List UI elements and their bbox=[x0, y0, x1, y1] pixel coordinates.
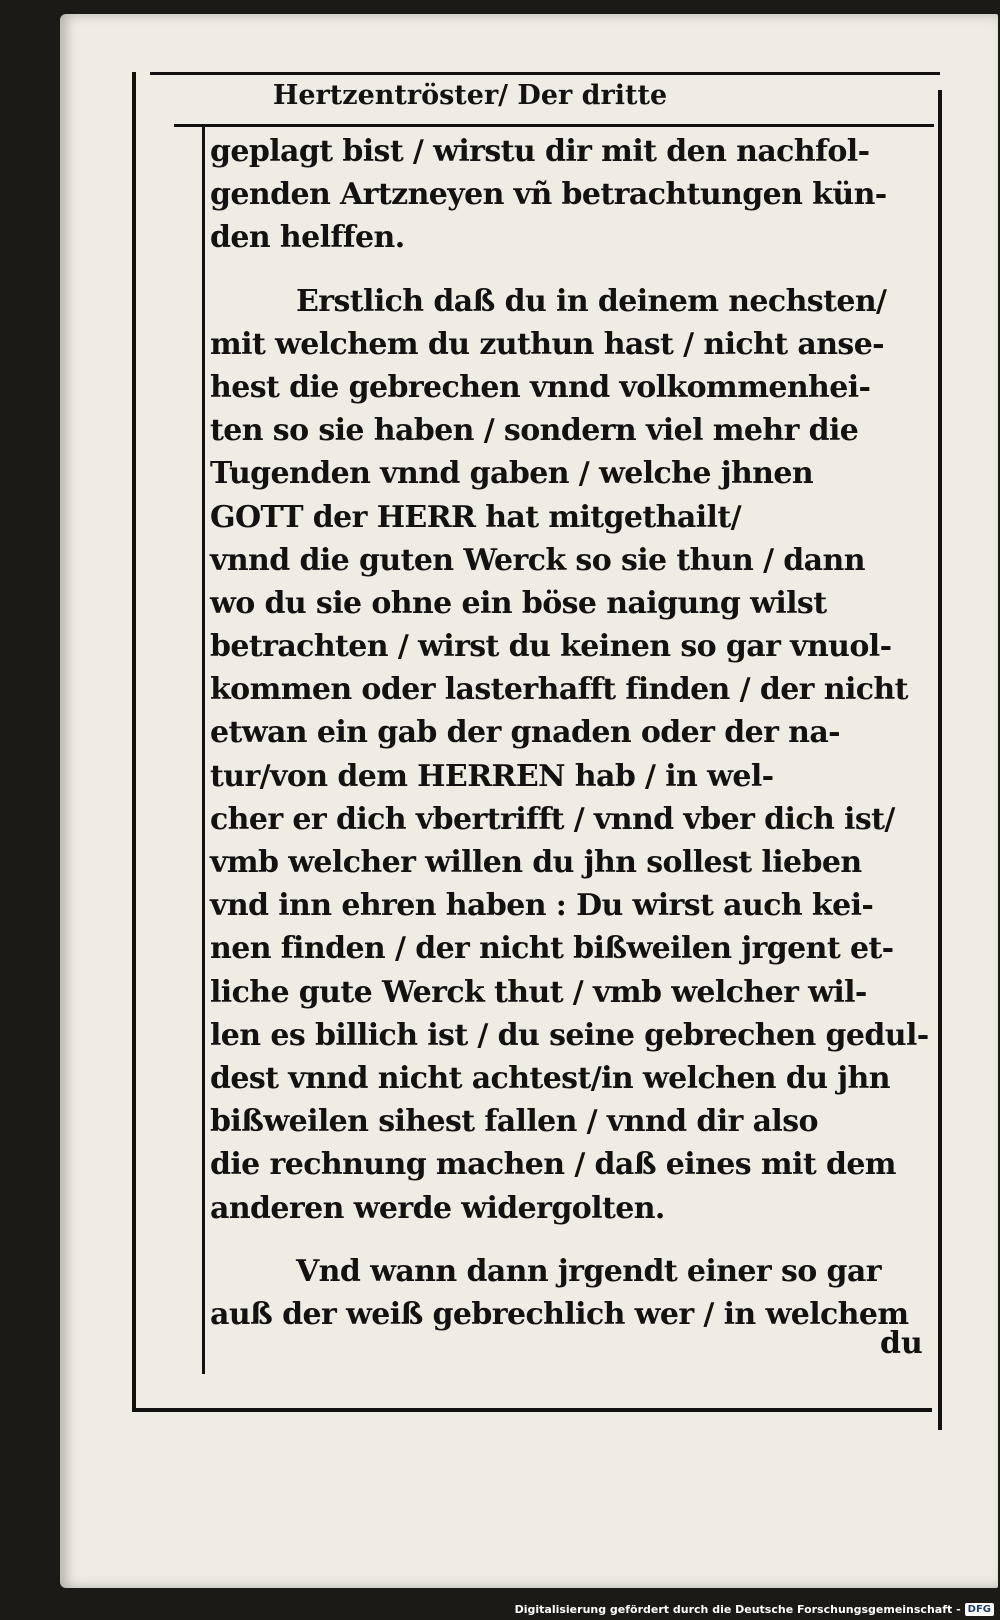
paragraph-start-line: Erstlich daß du in deinem nechsten/ bbox=[296, 283, 887, 319]
text-line: hest die gebrechen vnnd volkommenhei- bbox=[210, 369, 871, 405]
text-line: vnd inn ehren haben : Du wirst auch kei- bbox=[210, 888, 874, 924]
text-line: anderen werde widergolten. bbox=[210, 1190, 665, 1226]
catchword: du bbox=[880, 1326, 923, 1361]
header-rule bbox=[174, 124, 934, 127]
text-line: len es billich ist / du seine gebrechen gedul- bbox=[210, 1017, 929, 1053]
text-line: GOTT der HERR hat mitgethailt/ bbox=[210, 499, 741, 535]
text-line: vnnd die guten Werck so sie thun / dann bbox=[210, 542, 865, 578]
digitization-credit bbox=[515, 1603, 994, 1616]
text-line: kommen oder lasterhafft finden / der nicht bbox=[210, 672, 908, 708]
text-line: bißweilen sihest fallen / vnnd dir also bbox=[210, 1104, 818, 1140]
body-text bbox=[210, 130, 930, 1336]
text-line: betrachten / wirst du keinen so gar vnuol- bbox=[210, 629, 892, 665]
text-line: wo du sie ohne ein böse naigung wilst bbox=[210, 585, 827, 621]
text-line: die rechnung machen / daß eines mit dem bbox=[210, 1147, 896, 1183]
text-line: auß der weiß gebrechlich wer / in welchem bbox=[210, 1296, 909, 1332]
dfg-logo: DFG bbox=[965, 1603, 994, 1616]
text-line: geplagt bist / wirstu dir mit den nachfol- bbox=[210, 134, 870, 169]
border-bottom-rule bbox=[132, 1408, 932, 1412]
paragraph-start-line: Vnd wann dann jrgendt einer so gar bbox=[296, 1253, 881, 1289]
text-line: dest vnnd nicht achtest/in welchen du jhn bbox=[210, 1060, 890, 1096]
credit-text: Digitalisierung gefördert durch die Deutsche Forschungsgemeinschaft - bbox=[514, 1603, 961, 1616]
text-line: mit welchem du zuthun hast / nicht anse- bbox=[210, 326, 885, 362]
text-line: den helffen. bbox=[210, 220, 405, 256]
text-line: liche gute Werck thut / vmb welcher wil- bbox=[210, 974, 867, 1010]
text-line: ten so sie haben / sondern viel mehr die bbox=[210, 413, 859, 449]
text-line: Tugenden vnnd gaben / welche jhnen bbox=[210, 456, 814, 492]
text-line: etwan ein gab der gnaden oder der na- bbox=[210, 715, 841, 751]
text-line: nen finden / der nicht bißweilen jrgent et- bbox=[210, 931, 894, 967]
border-left-outer-rule bbox=[132, 72, 136, 1412]
text-line: genden Artzneyen vñ betrachtungen kün- bbox=[210, 177, 887, 213]
border-top-rule bbox=[150, 72, 940, 75]
text-line: tur/von dem HERREN hab / in wel- bbox=[210, 758, 774, 794]
border-left-inner-rule bbox=[202, 124, 205, 1374]
text-line: cher er dich vbertrifft / vnnd vber dich ist/ bbox=[210, 801, 895, 837]
running-head: Hertzentröster/ Der dritte bbox=[272, 80, 668, 111]
border-right-rule bbox=[938, 90, 942, 1430]
text-line: vmb welcher willen du jhn sollest lieben bbox=[210, 845, 862, 880]
